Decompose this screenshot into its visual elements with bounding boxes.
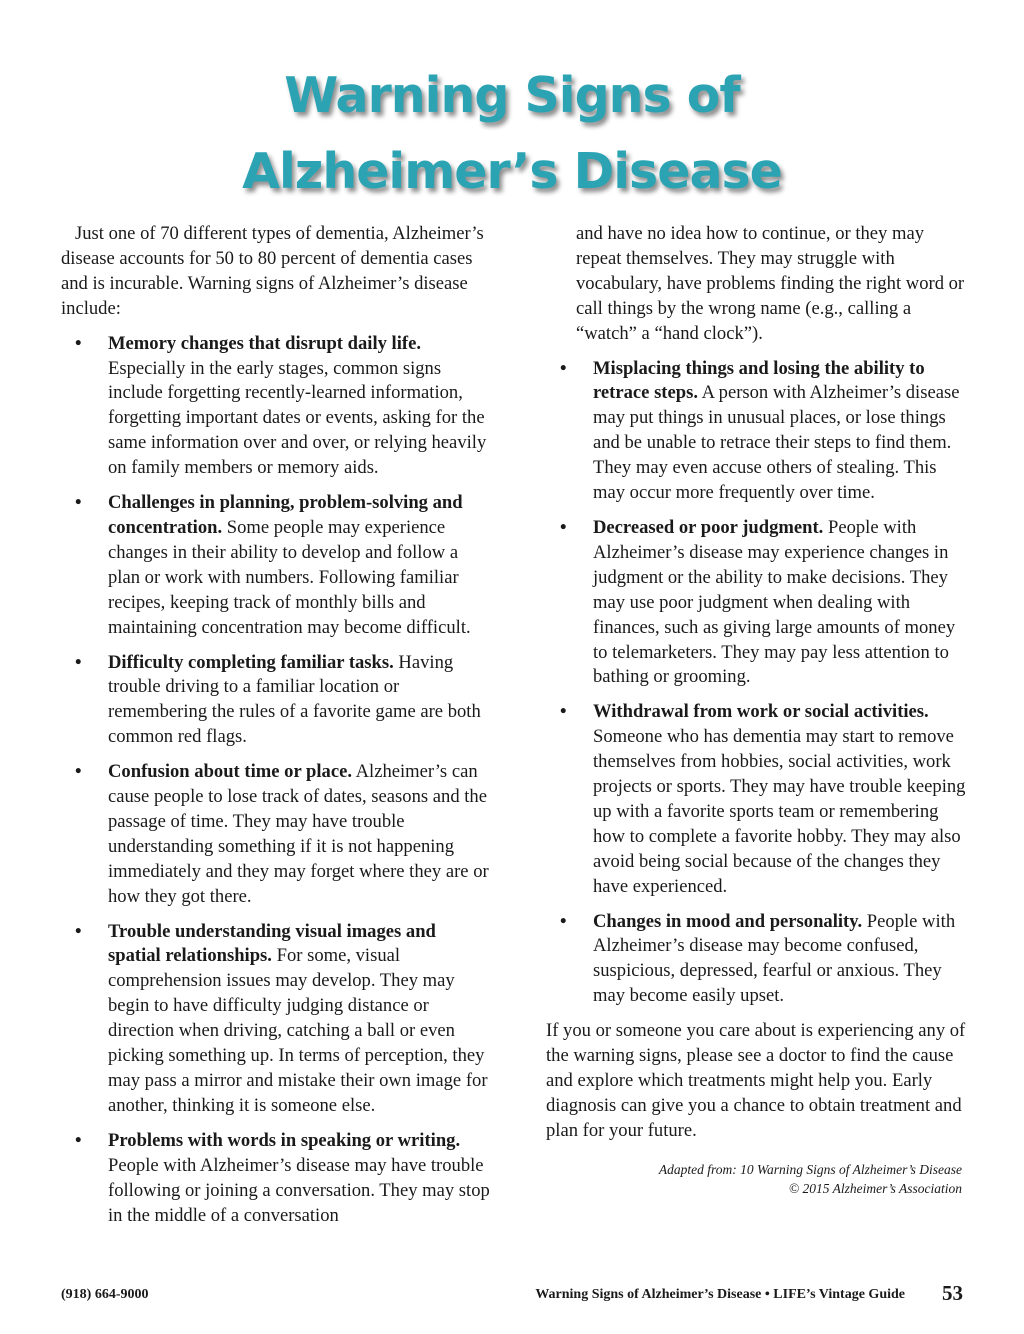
warning-sign-body: Especially in the early stages, common signs include forgetting recently-learned information, forgetting important dates or events, asking for the same information over and over, or relying heavily on family members or memory aids. <box>108 357 487 479</box>
warning-sign-body: Having trouble driving to a familiar location or remembering the rules of a favorite game are both common red flags. <box>108 651 481 748</box>
warning-sign-heading: Difficulty completing familiar tasks. <box>108 651 394 673</box>
page-title-line-2: Alzheimer’s Disease <box>242 143 782 200</box>
bullet-icon: • <box>75 492 82 514</box>
warning-sign-item <box>61 920 493 1119</box>
page-footer <box>61 1283 963 1307</box>
warning-signs-list-left <box>61 332 493 1229</box>
right-column <box>546 222 966 1198</box>
footer-phone: (918) 664-9000 <box>61 1287 149 1302</box>
footer-guide-title: Warning Signs of Alzheimer’s Disease • LIFE’s Vintage Guide <box>535 1287 905 1302</box>
intro-paragraph: Just one of 70 different types of dementia, Alzheimer’s disease accounts for 50 to 80 percent of dementia cases and is incurable. Warning signs of Alzheimer’s disease include: <box>61 223 484 319</box>
warning-sign-heading: Problems with words in speaking or writing. <box>108 1129 461 1151</box>
warning-sign-item <box>61 760 493 909</box>
source-credit-line-1: Adapted from: 10 Warning Signs of Alzheimer’s Disease <box>658 1161 962 1177</box>
warning-sign-body: A person with Alzheimer’s disease may put things in unusual places, or lose things and be unable to retrace their steps to find them. They may even accuse others of stealing. This may occur more frequently over time. <box>593 382 960 504</box>
warning-sign-heading: Withdrawal from work or social activities. <box>593 701 929 723</box>
source-credit-line-2: © 2015 Alzheimer’s Association <box>788 1180 962 1196</box>
continuation-paragraph: and have no idea how to continue, or they may repeat themselves. They may struggle with vocabulary, have problems finding the right word or call things by the wrong name (e.g., calling a “watch” a “hand clock”). <box>576 223 965 344</box>
warning-sign-item <box>61 332 493 481</box>
page-title-line-1: Warning Signs of <box>284 67 740 124</box>
bullet-icon: • <box>75 651 82 673</box>
warning-sign-item <box>546 516 966 690</box>
warning-sign-body: Some people may experience changes in their ability to develop and follow a plan or work with numbers. Following familiar recipes, keeping track of monthly bills and maintaining concentration may become difficult. <box>108 516 471 638</box>
bullet-icon: • <box>75 332 82 354</box>
warning-sign-item <box>61 491 493 640</box>
bullet-icon: • <box>560 701 567 723</box>
warning-sign-item <box>546 910 966 1010</box>
page-title <box>0 58 1024 210</box>
warning-sign-item <box>61 1129 493 1229</box>
bullet-icon: • <box>560 357 567 379</box>
warning-sign-item <box>61 651 493 751</box>
warning-sign-body: For some, visual comprehension issues may develop. They may begin to have difficulty judging distance or direction when driving, catching a ball or even picking something up. In terms of perception, they may pass a mirror and mistake their own image for another, thinking it is someone else. <box>108 945 488 1116</box>
warning-sign-body: People with Alzheimer’s disease may become confused, suspicious, depressed, fearful or anxious. They may become easily upset. <box>593 910 956 1007</box>
warning-sign-heading: Challenges in planning, problem-solving and concentration. <box>108 492 463 538</box>
warning-signs-list-right <box>546 357 966 1010</box>
bullet-icon: • <box>75 1129 82 1151</box>
bullet-icon: • <box>560 910 567 932</box>
bullet-icon: • <box>75 920 82 942</box>
warning-sign-heading: Changes in mood and personality. <box>593 910 863 932</box>
warning-sign-body: Someone who has dementia may start to remove themselves from hobbies, social activities, work projects or sports. They may have trouble keeping up with a favorite sports team or remembering how to complete a favorite hobby. They may also avoid being social because of the changes they have experienced. <box>593 726 966 897</box>
closing-paragraph: If you or someone you care about is experiencing any of the warning signs, please see a doctor to find the cause and explore which treatments might help you. Early diagnosis can give you a chance to obtain treatment and plan for your future. <box>546 1020 966 1141</box>
source-credit <box>546 1160 966 1198</box>
warning-sign-heading: Trouble understanding visual images and spatial relationships. <box>108 920 436 967</box>
bullet-icon: • <box>560 516 567 538</box>
warning-sign-heading: Misplacing things and losing the ability to retrace steps. <box>593 357 925 404</box>
page-number: 53 <box>942 1281 963 1305</box>
warning-sign-body: Alzheimer’s can cause people to lose track of dates, seasons and the passage of time. They may have trouble understanding something if it is not happening immediately and they may forget where they are or how they got there. <box>108 761 489 907</box>
warning-sign-body: People with Alzheimer’s disease may experience changes in judgment or the ability to make decisions. They may use poor judgment when dealing with finances, such as giving large amounts of money to telemarketers. They may pay less attention to bathing or grooming. <box>593 516 956 688</box>
warning-sign-body: People with Alzheimer’s disease may have trouble following or joining a conversation. They may stop in the middle of a conversation <box>108 1154 490 1226</box>
left-column <box>61 222 493 1238</box>
warning-sign-heading: Decreased or poor judgment. <box>593 516 824 538</box>
warning-sign-heading: Confusion about time or place. <box>108 761 352 783</box>
warning-sign-heading: Memory changes that disrupt daily life. <box>108 332 421 354</box>
warning-sign-item <box>546 700 966 899</box>
warning-sign-item <box>546 357 966 506</box>
bullet-icon: • <box>75 761 82 783</box>
